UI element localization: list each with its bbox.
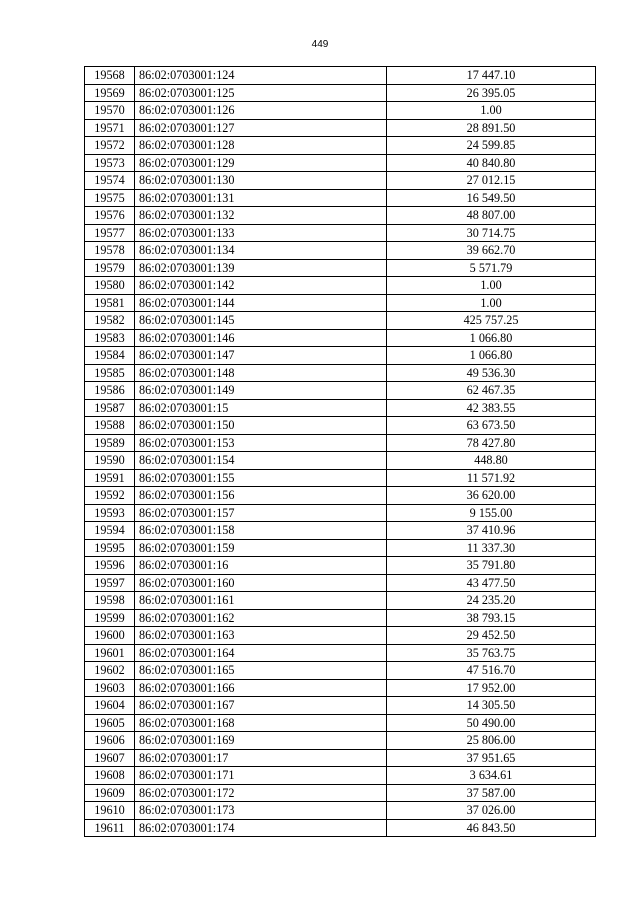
cadastral-number-cell: 86:02:0703001:128 [135, 137, 387, 155]
cadastral-number-cell: 86:02:0703001:155 [135, 469, 387, 487]
row-number-cell: 19606 [85, 732, 135, 750]
cadastral-number-cell: 86:02:0703001:132 [135, 207, 387, 225]
value-cell: 11 337.30 [387, 539, 596, 557]
cadastral-number-cell: 86:02:0703001:144 [135, 294, 387, 312]
row-number-cell: 19607 [85, 749, 135, 767]
row-number-cell: 19588 [85, 417, 135, 435]
table-row [85, 767, 596, 785]
row-number-cell: 19589 [85, 434, 135, 452]
value-cell: 46 843.50 [387, 819, 596, 837]
row-number-cell: 19580 [85, 277, 135, 295]
row-number-cell: 19568 [85, 67, 135, 85]
table-row [85, 277, 596, 295]
row-number-cell: 19594 [85, 522, 135, 540]
registry-table [84, 66, 596, 837]
row-number-cell: 19599 [85, 609, 135, 627]
table-row [85, 434, 596, 452]
table-row [85, 382, 596, 400]
value-cell: 78 427.80 [387, 434, 596, 452]
value-cell: 9 155.00 [387, 504, 596, 522]
table-row [85, 172, 596, 190]
value-cell: 11 571.92 [387, 469, 596, 487]
cadastral-number-cell: 86:02:0703001:134 [135, 242, 387, 260]
table-row [85, 137, 596, 155]
table-row [85, 644, 596, 662]
row-number-cell: 19598 [85, 592, 135, 610]
row-number-cell: 19609 [85, 784, 135, 802]
value-cell: 5 571.79 [387, 259, 596, 277]
value-cell: 48 807.00 [387, 207, 596, 225]
row-number-cell: 19590 [85, 452, 135, 470]
table-row [85, 469, 596, 487]
cadastral-number-cell: 86:02:0703001:126 [135, 102, 387, 120]
cadastral-number-cell: 86:02:0703001:165 [135, 662, 387, 680]
cadastral-number-cell: 86:02:0703001:127 [135, 119, 387, 137]
cadastral-number-cell: 86:02:0703001:164 [135, 644, 387, 662]
row-number-cell: 19582 [85, 312, 135, 330]
table-row [85, 662, 596, 680]
table-row [85, 399, 596, 417]
table-row [85, 154, 596, 172]
row-number-cell: 19605 [85, 714, 135, 732]
value-cell: 39 662.70 [387, 242, 596, 260]
value-cell: 24 599.85 [387, 137, 596, 155]
cadastral-number-cell: 86:02:0703001:163 [135, 627, 387, 645]
row-number-cell: 19578 [85, 242, 135, 260]
cadastral-number-cell: 86:02:0703001:15 [135, 399, 387, 417]
row-number-cell: 19603 [85, 679, 135, 697]
table-row [85, 312, 596, 330]
table-row [85, 802, 596, 820]
value-cell: 1 066.80 [387, 347, 596, 365]
cadastral-number-cell: 86:02:0703001:16 [135, 557, 387, 575]
table-row [85, 294, 596, 312]
row-number-cell: 19602 [85, 662, 135, 680]
value-cell: 25 806.00 [387, 732, 596, 750]
cadastral-number-cell: 86:02:0703001:172 [135, 784, 387, 802]
value-cell: 38 793.15 [387, 609, 596, 627]
row-number-cell: 19575 [85, 189, 135, 207]
table-row [85, 207, 596, 225]
value-cell: 448.80 [387, 452, 596, 470]
row-number-cell: 19571 [85, 119, 135, 137]
cadastral-number-cell: 86:02:0703001:148 [135, 364, 387, 382]
value-cell: 37 026.00 [387, 802, 596, 820]
value-cell: 14 305.50 [387, 697, 596, 715]
value-cell: 47 516.70 [387, 662, 596, 680]
cadastral-number-cell: 86:02:0703001:168 [135, 714, 387, 732]
table-row [85, 259, 596, 277]
value-cell: 17 952.00 [387, 679, 596, 697]
cadastral-number-cell: 86:02:0703001:153 [135, 434, 387, 452]
row-number-cell: 19610 [85, 802, 135, 820]
row-number-cell: 19587 [85, 399, 135, 417]
table-row [85, 364, 596, 382]
cadastral-number-cell: 86:02:0703001:142 [135, 277, 387, 295]
cadastral-number-cell: 86:02:0703001:157 [135, 504, 387, 522]
table-row [85, 84, 596, 102]
row-number-cell: 19583 [85, 329, 135, 347]
value-cell: 1 066.80 [387, 329, 596, 347]
value-cell: 3 634.61 [387, 767, 596, 785]
row-number-cell: 19572 [85, 137, 135, 155]
table-row [85, 539, 596, 557]
cadastral-number-cell: 86:02:0703001:17 [135, 749, 387, 767]
value-cell: 35 791.80 [387, 557, 596, 575]
cadastral-number-cell: 86:02:0703001:173 [135, 802, 387, 820]
page-number: 449 [311, 39, 329, 50]
row-number-cell: 19570 [85, 102, 135, 120]
table-row [85, 749, 596, 767]
table-row [85, 329, 596, 347]
row-number-cell: 19577 [85, 224, 135, 242]
cadastral-number-cell: 86:02:0703001:160 [135, 574, 387, 592]
row-number-cell: 19593 [85, 504, 135, 522]
row-number-cell: 19591 [85, 469, 135, 487]
table-row [85, 119, 596, 137]
cadastral-number-cell: 86:02:0703001:161 [135, 592, 387, 610]
value-cell: 1.00 [387, 294, 596, 312]
cadastral-number-cell: 86:02:0703001:166 [135, 679, 387, 697]
cadastral-number-cell: 86:02:0703001:171 [135, 767, 387, 785]
value-cell: 16 549.50 [387, 189, 596, 207]
cadastral-number-cell: 86:02:0703001:162 [135, 609, 387, 627]
row-number-cell: 19611 [85, 819, 135, 837]
value-cell: 35 763.75 [387, 644, 596, 662]
row-number-cell: 19576 [85, 207, 135, 225]
row-number-cell: 19574 [85, 172, 135, 190]
table-row [85, 557, 596, 575]
row-number-cell: 19595 [85, 539, 135, 557]
cadastral-number-cell: 86:02:0703001:124 [135, 67, 387, 85]
value-cell: 50 490.00 [387, 714, 596, 732]
value-cell: 27 012.15 [387, 172, 596, 190]
value-cell: 37 410.96 [387, 522, 596, 540]
value-cell: 425 757.25 [387, 312, 596, 330]
table-row [85, 574, 596, 592]
cadastral-number-cell: 86:02:0703001:129 [135, 154, 387, 172]
value-cell: 42 383.55 [387, 399, 596, 417]
table-row [85, 102, 596, 120]
value-cell: 43 477.50 [387, 574, 596, 592]
table-row [85, 697, 596, 715]
cadastral-number-cell: 86:02:0703001:147 [135, 347, 387, 365]
value-cell: 29 452.50 [387, 627, 596, 645]
table-row [85, 784, 596, 802]
registry-table-body [85, 67, 596, 837]
cadastral-number-cell: 86:02:0703001:130 [135, 172, 387, 190]
cadastral-number-cell: 86:02:0703001:154 [135, 452, 387, 470]
table-row [85, 452, 596, 470]
value-cell: 1.00 [387, 277, 596, 295]
table-row [85, 627, 596, 645]
table-row [85, 504, 596, 522]
cadastral-number-cell: 86:02:0703001:167 [135, 697, 387, 715]
row-number-cell: 19608 [85, 767, 135, 785]
table-row [85, 609, 596, 627]
row-number-cell: 19579 [85, 259, 135, 277]
row-number-cell: 19592 [85, 487, 135, 505]
cadastral-number-cell: 86:02:0703001:131 [135, 189, 387, 207]
row-number-cell: 19585 [85, 364, 135, 382]
row-number-cell: 19581 [85, 294, 135, 312]
table-row [85, 347, 596, 365]
table-row [85, 679, 596, 697]
cadastral-number-cell: 86:02:0703001:139 [135, 259, 387, 277]
value-cell: 30 714.75 [387, 224, 596, 242]
cadastral-number-cell: 86:02:0703001:125 [135, 84, 387, 102]
cadastral-number-cell: 86:02:0703001:133 [135, 224, 387, 242]
value-cell: 36 620.00 [387, 487, 596, 505]
row-number-cell: 19600 [85, 627, 135, 645]
row-number-cell: 19597 [85, 574, 135, 592]
row-number-cell: 19601 [85, 644, 135, 662]
value-cell: 62 467.35 [387, 382, 596, 400]
table-row [85, 714, 596, 732]
table-row [85, 732, 596, 750]
table-row [85, 522, 596, 540]
value-cell: 28 891.50 [387, 119, 596, 137]
table-row [85, 224, 596, 242]
cadastral-number-cell: 86:02:0703001:145 [135, 312, 387, 330]
cadastral-number-cell: 86:02:0703001:159 [135, 539, 387, 557]
cadastral-number-cell: 86:02:0703001:169 [135, 732, 387, 750]
table-row [85, 592, 596, 610]
table-row [85, 487, 596, 505]
cadastral-number-cell: 86:02:0703001:149 [135, 382, 387, 400]
row-number-cell: 19604 [85, 697, 135, 715]
value-cell: 1.00 [387, 102, 596, 120]
table-row [85, 242, 596, 260]
row-number-cell: 19586 [85, 382, 135, 400]
value-cell: 17 447.10 [387, 67, 596, 85]
table-row [85, 67, 596, 85]
cadastral-number-cell: 86:02:0703001:150 [135, 417, 387, 435]
cadastral-number-cell: 86:02:0703001:174 [135, 819, 387, 837]
table-row [85, 417, 596, 435]
value-cell: 37 587.00 [387, 784, 596, 802]
table-row [85, 189, 596, 207]
cadastral-number-cell: 86:02:0703001:156 [135, 487, 387, 505]
value-cell: 40 840.80 [387, 154, 596, 172]
value-cell: 24 235.20 [387, 592, 596, 610]
row-number-cell: 19584 [85, 347, 135, 365]
row-number-cell: 19569 [85, 84, 135, 102]
row-number-cell: 19573 [85, 154, 135, 172]
row-number-cell: 19596 [85, 557, 135, 575]
cadastral-number-cell: 86:02:0703001:146 [135, 329, 387, 347]
value-cell: 26 395.05 [387, 84, 596, 102]
value-cell: 37 951.65 [387, 749, 596, 767]
value-cell: 49 536.30 [387, 364, 596, 382]
table-row [85, 819, 596, 837]
value-cell: 63 673.50 [387, 417, 596, 435]
cadastral-number-cell: 86:02:0703001:158 [135, 522, 387, 540]
